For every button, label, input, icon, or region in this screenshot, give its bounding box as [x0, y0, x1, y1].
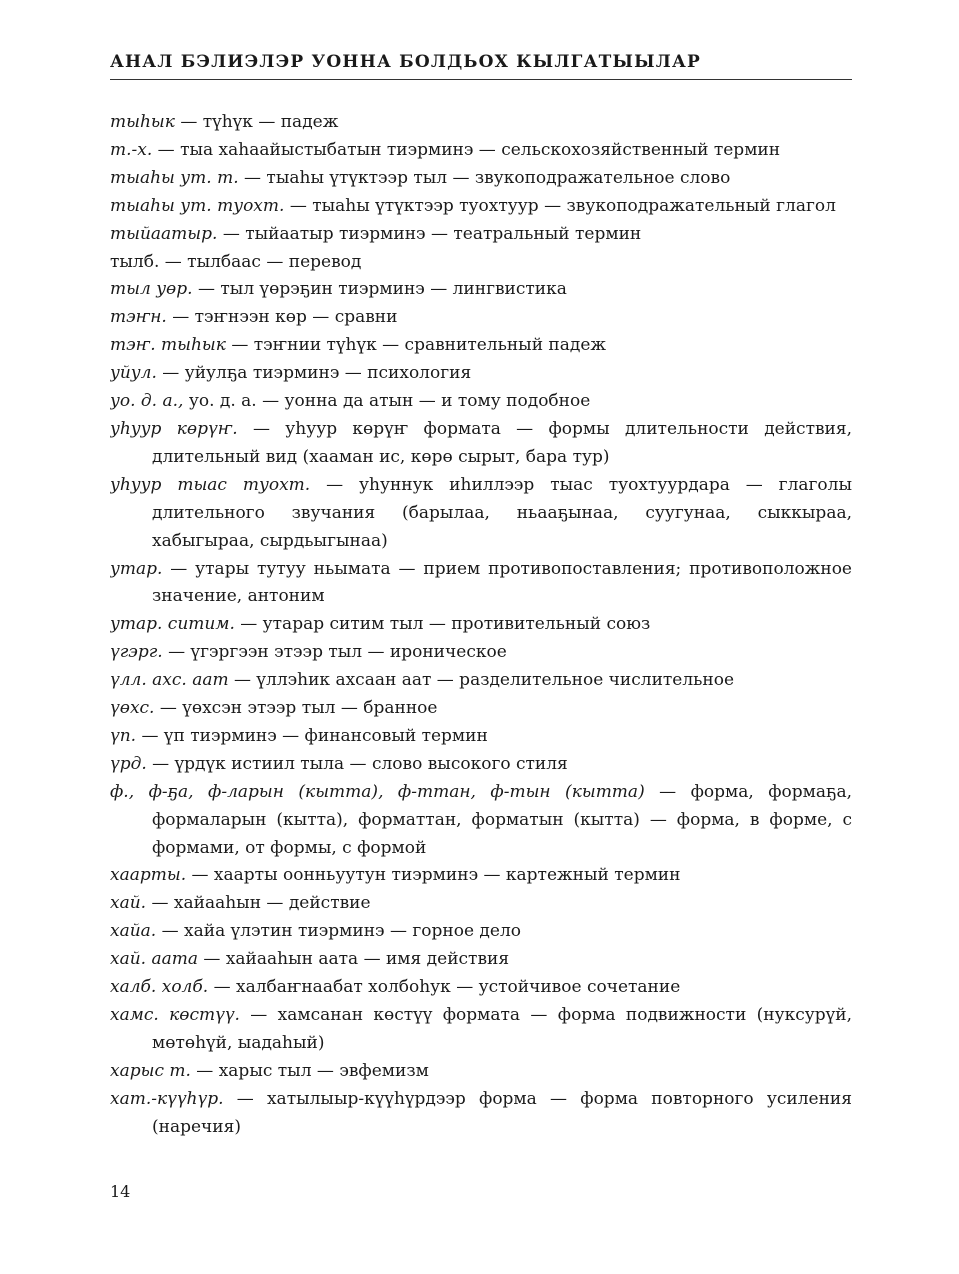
definition: — хайааһын — действие	[146, 893, 371, 914]
definition: — тыа хаһаайыстыбатын тиэрминэ — сельскохозяйственный термин	[152, 139, 781, 160]
abbreviation: үөхс.	[110, 698, 155, 719]
definition: — форма, формаҕа, формаларын (кытта), форматтан, форматын (кытта) — форма, в форме, с формами, от формы, с формой	[152, 781, 852, 858]
abbreviation-entry	[110, 751, 852, 779]
abbreviation: харыс т.	[110, 1060, 191, 1081]
abbreviation: хаарты.	[110, 865, 187, 886]
definition: — хайааһын аата — имя действия	[198, 949, 510, 970]
abbreviation-entry	[110, 974, 852, 1002]
abbreviation-entry	[110, 918, 852, 946]
abbreviation-entry	[110, 221, 852, 249]
abbreviation-entry	[110, 1086, 852, 1142]
abbreviation-entry	[110, 639, 852, 667]
abbreviation-entry	[110, 1002, 852, 1058]
abbreviation-entry	[110, 862, 852, 890]
abbreviation: утар.	[110, 558, 163, 579]
header-rule	[110, 79, 852, 80]
abbreviation: халб. холб.	[110, 977, 209, 998]
abbreviation: үп.	[110, 725, 137, 746]
abbreviation: уйул.	[110, 363, 157, 384]
definition: — харыс тыл — эвфемизм	[190, 1060, 429, 1081]
abbreviation: тэҥ. тыһык	[110, 335, 226, 356]
abbreviation: утар. ситим.	[110, 614, 235, 635]
abbreviation-entry	[110, 332, 852, 360]
abbreviation-entry	[110, 556, 852, 612]
abbreviation: тыаһы ут. т.	[110, 167, 239, 188]
abbreviation-entry	[110, 723, 852, 751]
definition: — тыйаатыр тиэрминэ — театральный термин	[217, 223, 642, 244]
abbreviation-entry	[110, 109, 852, 137]
abbreviation-entry	[110, 249, 852, 277]
abbreviation: уо. д. а.,	[110, 391, 184, 412]
abbreviation: тылб.	[110, 251, 160, 272]
abbreviation: тыйаатыр.	[110, 223, 218, 244]
abbreviation-entry	[110, 165, 852, 193]
abbreviation-entry	[110, 416, 852, 472]
definition: — уһуннук иһиллээр тыас туохтуурдара — глаголы длительного звучания (барылаа, ньааҕынаа, суугунаа, сыккыраа, хабыгыраа, сырдьыгынаа)	[152, 474, 852, 551]
abbreviation: тыһык	[110, 112, 175, 132]
definition: — хаарты оонньуутун тиэрминэ — картежный термин	[186, 865, 681, 886]
definition: — хамсанан көстүү формата — форма подвижности (нуксурүй, мөтөһүй, ыадаһый)	[152, 1005, 852, 1053]
abbreviation-entry	[110, 360, 852, 388]
abbreviation: хай.	[110, 893, 147, 914]
page-number: 14	[110, 1182, 131, 1201]
abbreviation-entry	[110, 946, 852, 974]
abbreviation: хай. аата	[110, 949, 199, 970]
definition: — үөхсэн этээр тыл — бранное	[154, 698, 438, 719]
definition: — түһүк — падеж	[174, 112, 339, 132]
abbreviation-entry	[110, 193, 852, 221]
definition: — уйулҕа тиэрминэ — психология	[156, 363, 472, 384]
abbreviation-entry	[110, 611, 852, 639]
abbreviation: хамс. көстүү.	[110, 1005, 240, 1025]
abbreviation-entry	[110, 137, 852, 165]
definition: — үп тиэрминэ — финансовый термин	[136, 725, 488, 746]
definition: — үллэһик ахсаан аат — разделительное числительное	[228, 670, 735, 691]
abbreviation-entry	[110, 304, 852, 332]
abbreviation-entry	[110, 779, 852, 863]
abbreviation-entry	[110, 472, 852, 556]
definition: — үрдүк истиил тыла — слово высокого стиля	[146, 753, 568, 774]
abbreviation-entry	[110, 695, 852, 723]
abbreviation: тыаһы ут. туохт.	[110, 195, 285, 216]
abbreviation: хайа.	[110, 921, 157, 942]
definition: — тэҥнээн көр — сравни	[166, 307, 398, 328]
abbreviation: тэҥн.	[110, 307, 167, 328]
abbreviation-list	[110, 109, 852, 1142]
definition: — тэҥнии түһүк — сравнительный падеж	[225, 335, 607, 356]
definition: — утарар ситим тыл — противительный союз	[234, 614, 651, 635]
definition: — тылбаас — перевод	[159, 251, 362, 272]
abbreviation: үрд.	[110, 753, 147, 774]
abbreviation: т.-х.	[110, 139, 153, 160]
definition: — тыаһы үтүктээр тыл — звукоподражательное слово	[238, 167, 731, 188]
abbreviation-entry	[110, 667, 852, 695]
abbreviation-entry	[110, 388, 852, 416]
abbreviation-entry	[110, 890, 852, 918]
definition: — уһуур көрүҥ формата — формы длительности действия, длительный вид (хааман ис, көрө сырыт, бара тур)	[152, 418, 852, 467]
definition: — утары тутуу ньымата — прием противопоставления; противоположное значение, антоним	[152, 558, 852, 607]
definition: — үгэргээн этээр тыл — ироническое	[162, 642, 507, 663]
abbreviation-entry	[110, 1058, 852, 1086]
definition: уо. д. а. — уонна да атын — и тому подобное	[183, 391, 591, 412]
abbreviation: ф., ф-ҕа, ф-ларын (кытта), ф-ттан, ф-тын (кытта)	[110, 781, 645, 802]
abbreviation-entry	[110, 276, 852, 304]
running-header: АНАЛ БЭЛИЭЛЭР УОННА БОЛДЬОХ КЫЛГАТЫЫЛАР	[110, 52, 702, 72]
abbreviation: хат.-күүһүр.	[110, 1088, 224, 1109]
abbreviation: тыл уөр.	[110, 279, 193, 300]
definition: — халбаҥнаабат холбоһук — устойчивое сочетание	[208, 977, 681, 998]
definition: — хатылыыр-күүһүрдээр форма — форма повторного усиления (наречия)	[152, 1088, 852, 1137]
abbreviation: үлл. ахс. аат	[110, 670, 229, 691]
abbreviation: үгэрг.	[110, 642, 163, 663]
abbreviation: уһуур көрүҥ.	[110, 418, 238, 439]
definition: — тыаһы үтүктээр туохтуур — звукоподражательный глагол	[284, 195, 836, 216]
definition: — хайа үлэтин тиэрминэ — горное дело	[156, 921, 521, 942]
definition: — тыл үөрэҕин тиэрминэ — лингвистика	[192, 279, 567, 300]
abbreviation: уһуур тыас туохт.	[110, 474, 311, 495]
